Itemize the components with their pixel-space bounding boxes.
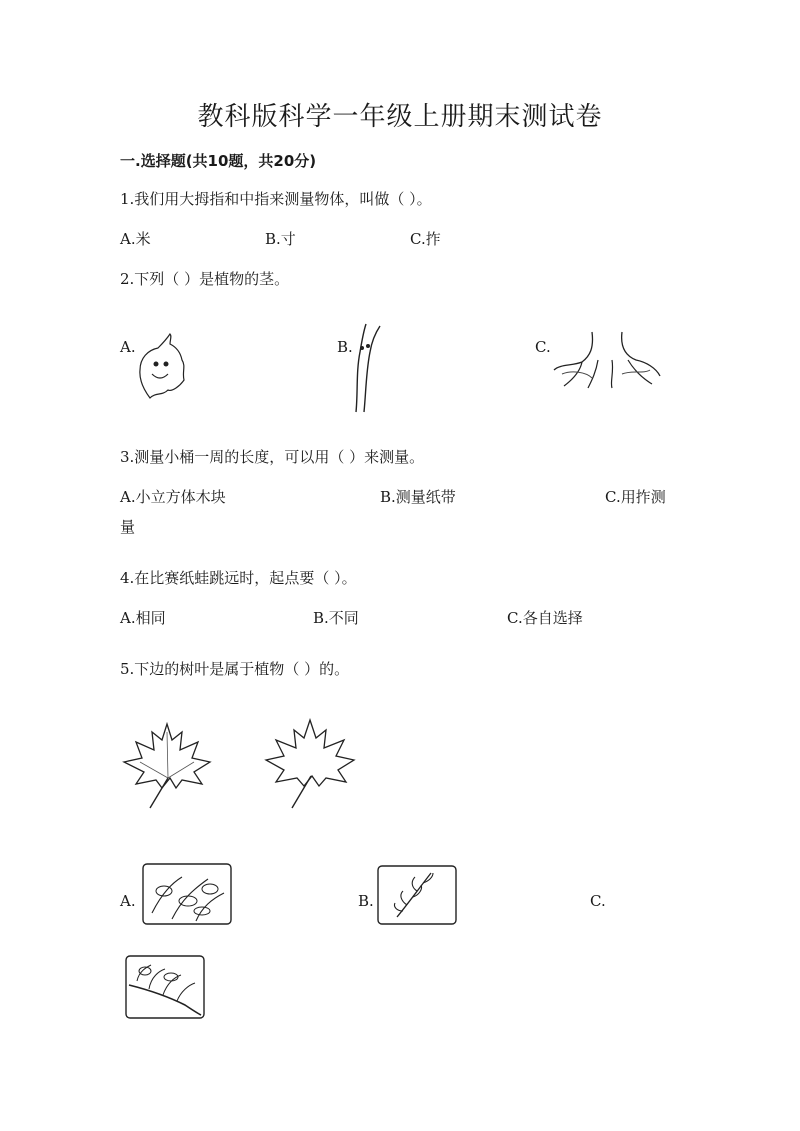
question-5-option-b: B. (358, 892, 374, 910)
maple-leaf-icon (264, 718, 356, 810)
question-2-option-c: C. (535, 338, 551, 356)
question-3-stem: 3.测量小桶一周的长度，可以用（ ）来测量。 (120, 448, 425, 466)
stem-icon (350, 322, 384, 414)
question-1-option-a: A.米 (120, 230, 151, 248)
question-2-stem: 2.下列（ ）是植物的茎。 (120, 270, 290, 288)
twig-leaves-box-icon (377, 865, 457, 925)
question-5-stem: 5.下边的树叶是属于植物（ ）的。 (120, 660, 350, 678)
question-2-option-a: A. (120, 338, 136, 356)
question-3-option-b: B.测量纸带 (380, 488, 456, 506)
question-4-option-a: A.相同 (120, 609, 166, 627)
leafy-branch-box-icon (125, 955, 205, 1019)
question-2-option-b: B. (337, 338, 353, 356)
question-5-option-a: A. (120, 892, 136, 910)
tree-roots-icon (552, 330, 662, 390)
question-3-option-c: C.用拃测 (605, 488, 666, 506)
question-1-option-c: C.拃 (410, 230, 441, 248)
question-5-option-c: C. (590, 892, 606, 910)
question-3-option-c-wrap: 量 (120, 518, 136, 536)
leaf-face-icon (136, 332, 188, 402)
page-title: 教科版科学一年级上册期末测试卷 (197, 102, 603, 132)
maple-leaf-icon (122, 722, 212, 810)
question-4-option-b: B.不同 (313, 609, 359, 627)
question-4-stem: 4.在比赛纸蛙跳远时，起点要（ ）。 (120, 569, 357, 587)
question-1-option-b: B.寸 (265, 230, 296, 248)
leafy-plant-box-icon (142, 863, 232, 925)
question-1-stem: 1.我们用大拇指和中指来测量物体，叫做（ ）。 (120, 190, 432, 208)
question-4-option-c: C.各自选择 (507, 609, 583, 627)
section-heading: 一.选择题(共10题，共20分) (120, 152, 317, 170)
question-3-option-a: A.小立方体木块 (120, 488, 226, 506)
